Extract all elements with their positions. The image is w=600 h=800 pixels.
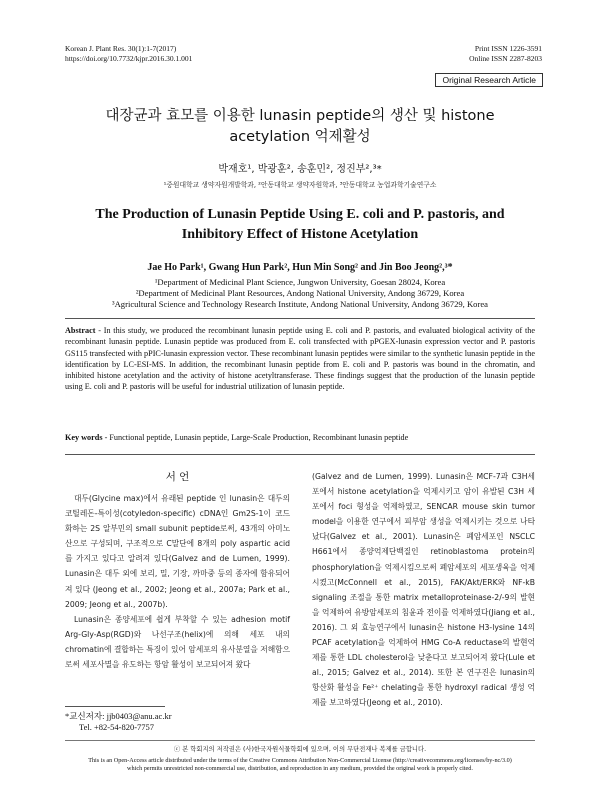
english-title — [40, 205, 560, 245]
correspondence — [65, 711, 172, 733]
journal-header-right — [469, 44, 542, 64]
article-type-badge: Original Research Article — [435, 73, 543, 87]
english-title-line2: Inhibitory Effect of Histone Acetylation — [181, 227, 419, 242]
online-issn: Online ISSN 2287-8203 — [469, 54, 542, 63]
print-issn: Print ISSN 1226-3591 — [474, 44, 542, 53]
english-title-line1: The Production of Lunasin Peptide Using E. coli and P. pastoris, and — [95, 207, 505, 222]
copyright-notice: ⓒ 본 학회지의 저작권은 (사)한국자원식물학회에 있으며, 이의 무단전재나 복제를 금합니다. — [173, 746, 427, 753]
corresponding-email[interactable]: *교신저자: jjb0403@anu.ac.kr — [65, 711, 172, 721]
correspondence-rule — [65, 706, 165, 707]
journal-header-left — [65, 44, 192, 64]
english-authors: Jae Ho Park¹, Gwang Hun Park², Hun Min Song² and Jin Boo Jeong²,³* — [147, 262, 453, 273]
license-line-1: This is an Open-Access article distributed under the terms of the Creative Commons Attribution Non-Commercial License (http://creativecommons.org/licenses/by-nc/3.0) — [88, 757, 512, 764]
right-column — [312, 469, 535, 711]
keywords — [65, 433, 535, 442]
intro-paragraph-1: 대두(Glycine max)에서 유래된 peptide 인 lunasin은 대두의 코틸레돈-특이성(cotyledon-specific) cDNA인 Gm2S-1이 코드화하는 2S 알부민의 small subunit peptide로써, 43개의 아미노산으로 구성되며, 구조적으로 C말단에 8개의 poly aspartic acid를 가지고 있다고 알려져 있다(Galvez and de Lumen, 1999). Lunasin은 대두 외에 보리, 밀, 기장, 까마중 등의 종자에 함유되어져 있다 (Jeong et al., 2002; Jeong et al., 2007a; Park et al., 2009; Jeong et al., 2007b). — [65, 494, 290, 609]
left-column — [65, 491, 290, 672]
abstract-bottom-rule — [65, 454, 535, 455]
keywords-label: Key words — [65, 433, 103, 442]
section-title-introduction: 서 언 — [165, 471, 190, 483]
abstract-top-rule — [65, 318, 535, 319]
doi-link[interactable]: https://doi.org/10.7732/kjpr.2016.30.1.001 — [65, 54, 193, 63]
intro-paragraph-3: (Galvez and de Lumen, 1999). Lunasin은 MCF-7과 C3H세포에서 histone acetylation을 억제시키고 암이 유발된 C3H 세포에서 foci 형성을 억제하였고, SENCAR mouse skin tumor model을 이용한 연구에서 피부암 생성을 억제시키는 것으로 나타났다(Galvez et al., 2001). Lunasin은 폐암세포인 NSCLC H661에서 종양억제단백질인 retinoblastoma protein의 phosphorylation을 억제시킴으로써 폐암세포의 세포생육을 억제시켰고(McConnell et al., 2015), FAK/Akt/ERK와 NF-kB signaling 조절을 통한 matrix metalloproteinase-2/-9의 발현을 억제하여 유방암세포의 침윤과 전이를 억제하였다(Jiang et al., 2016). 그 외 효능연구에서 lunasin은 histone H3-lysine 14의 PCAF acetylation을 억제하여 HMG Co-A reductase의 발현억제를 통한 LDL cholesterol을 낮춘다고 보고되어져 왔다(Lule et al., 2015; Galvez et al., 2014). 또한 본 연구진은 lunasin의 항산화 활성을 Fe²⁺ chelating을 통한 hydroxyl radical 생성 억제를 보고하였다(Jeong et al., 2010). — [312, 472, 535, 708]
corresponding-phone: Tel. +82-54-820-7757 — [79, 722, 155, 732]
korean-title-line1: 대장균과 효모를 이용한 lunasin peptide의 생산 및 histone — [105, 108, 495, 124]
korean-authors: 박재호¹, 박광훈², 송훈민², 정진부²,³* — [218, 164, 382, 175]
korean-title — [0, 106, 600, 148]
abstract-label: Abstract — [65, 326, 96, 335]
abstract-text: - In this study, we produced the recombinant lunasin peptide using E. coli and P. pastoris, and evaluated biological activity of the recombinant lunasin peptide. Lunasin peptide was produced from E. coli transfected with pPGEX-lunasin expression vector and P. pastoris GS115 transfected with pPIC-lunasin expression vector. These recombinant lunasin peptides were similar to the synthetic lunasin peptide in the identification by LC-ESI-MS. In addition, the recombinant lunasin peptide from E. coli and P. pastoris was bound in the chromatin, and inhibited histone acetylation and the activity of histone acetyltransferase. These findings suggest that the production of the lunasin peptide using E. coli and P. pastoris will be useful for industrial utilization of lunasin peptide. — [65, 326, 535, 392]
affiliation-3: ³Agricultural Science and Technology Research Institute, Andong National University, Andong 36729, Korea — [112, 299, 488, 309]
license-notice — [60, 757, 540, 773]
english-affiliations — [60, 277, 540, 310]
affiliation-1: ¹Department of Medicinal Plant Science, Jungwon University, Goesan 28024, Korea — [154, 277, 446, 287]
license-line-2: which permits unrestricted non-commercial use, distribution, and reproduction in any medium, provided the original work is properly cited. — [127, 765, 473, 772]
affiliation-2: ²Department of Medicinal Plant Resources, Andong National University, Andong 36729, Korea — [135, 288, 465, 298]
intro-paragraph-2: Lunasin은 종양세포에 쉽게 부착할 수 있는 adhesion motif Arg-Gly-Asp(RGD)와 나선구조(helix)에 의해 세포 내의 chromatin에 결합하는 특징이 있어 암세포의 유사분열을 저해함으로써 세포사멸을 유도하는 항암 활성이 보고되어져 왔다 — [65, 614, 290, 670]
keywords-text: - Functional peptide, Lunasin peptide, Large-Scale Production, Recombinant lunasin peptide — [102, 433, 409, 442]
korean-title-line2: acetylation 억제활성 — [229, 129, 371, 145]
korean-affiliations: ¹중원대학교 생약자원개발학과, ²안동대학교 생약자원학과, ³안동대학교 농업과학기술연구소 — [163, 181, 437, 189]
journal-citation: Korean J. Plant Res. 30(1):1-7(2017) — [65, 44, 177, 53]
abstract — [65, 325, 535, 393]
footer-rule — [65, 740, 535, 741]
